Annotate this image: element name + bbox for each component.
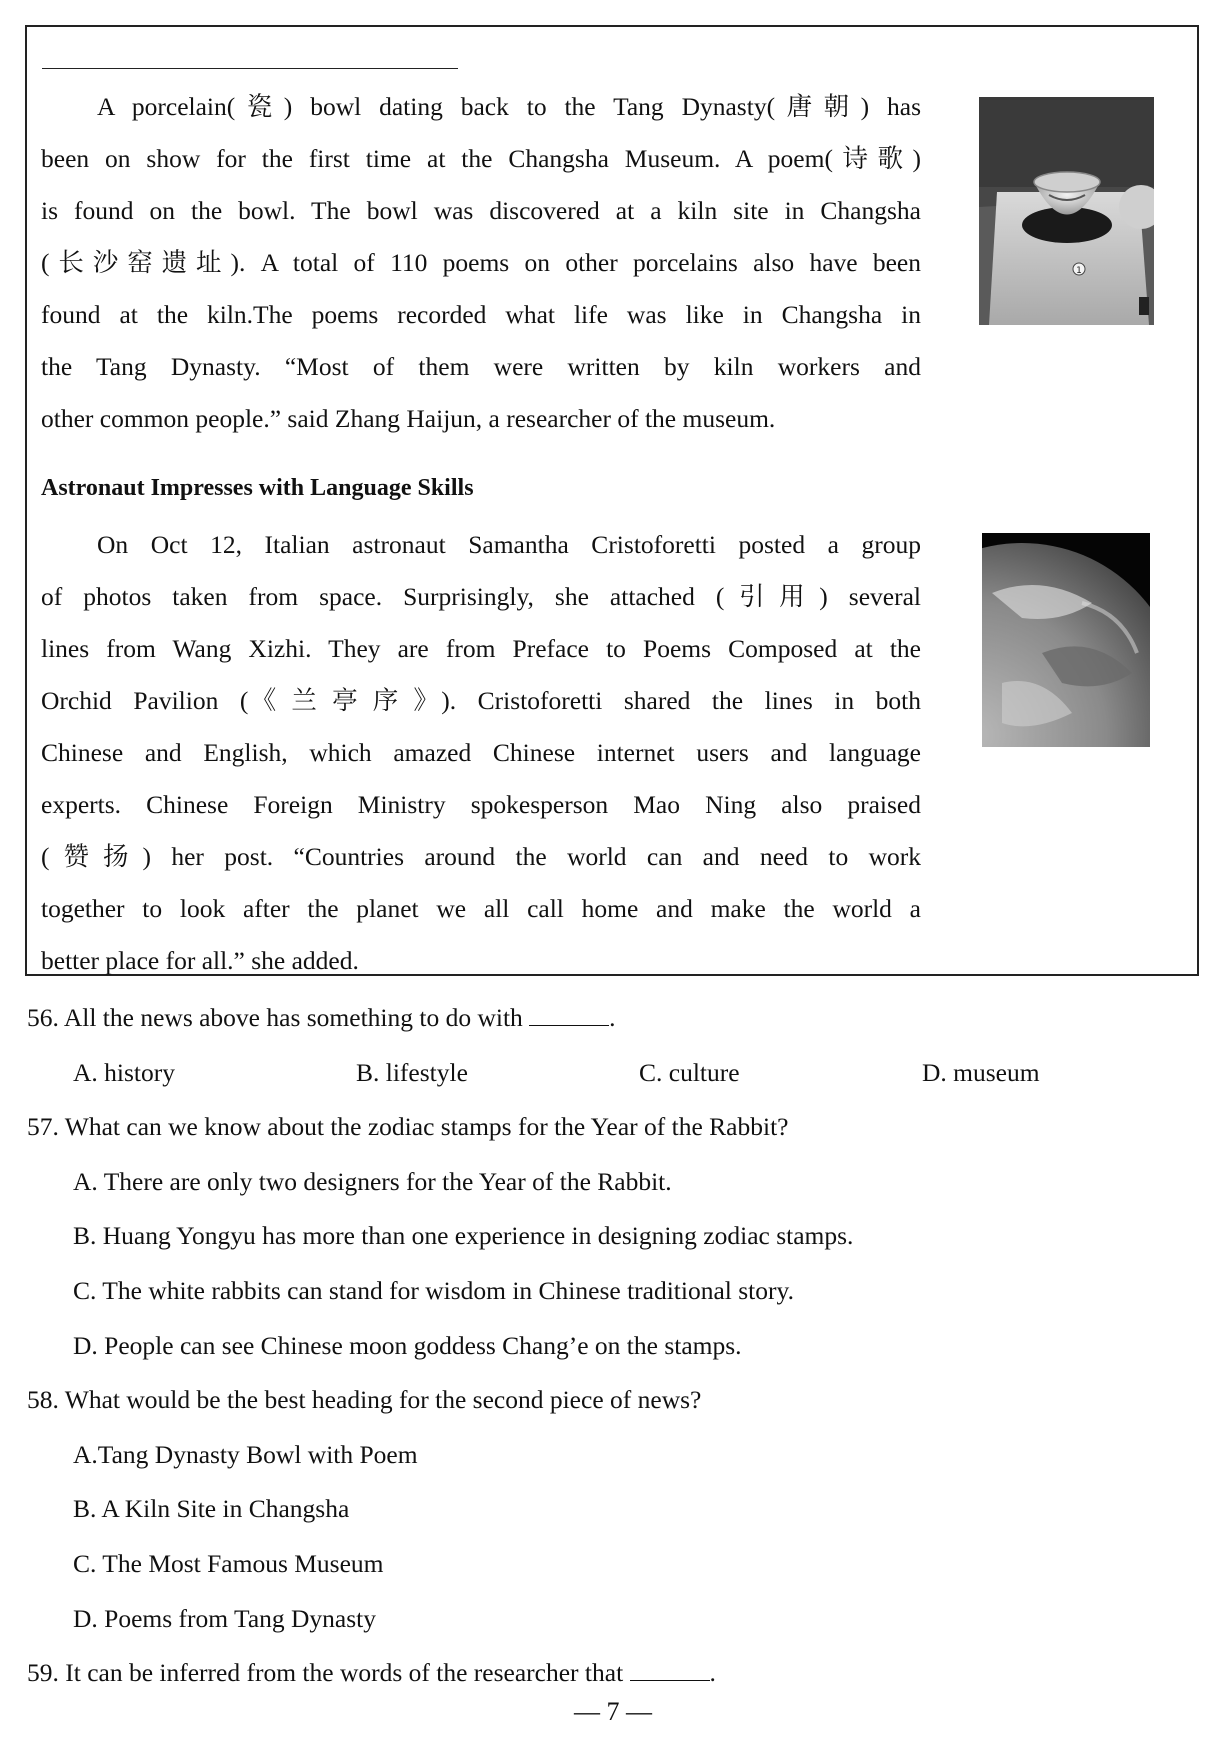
q58-option-c: C. The Most Famous Museum <box>73 1549 384 1578</box>
bowl-photo <box>979 97 1154 325</box>
answer-blank <box>529 1005 609 1026</box>
passage-2-heading: Astronaut Impresses with Language Skills <box>41 475 474 501</box>
question-59-stem: 59. It can be inferred from the words of the researcher that <box>27 1658 624 1687</box>
q57-option-b: B. Huang Yongyu has more than one experience in designing zodiac stamps. <box>73 1221 854 1250</box>
passage-2-line: (赞扬) her post. “Countries around the world can and need to work <box>41 842 921 871</box>
question-56-stem: 56. All the news above has something to do with <box>27 1003 523 1032</box>
answer-blank <box>630 1660 710 1681</box>
passage-2-line: of photos taken from space. Surprisingly, she attached (引用) several <box>41 582 921 611</box>
question-59-stem-end: . <box>709 1658 716 1687</box>
passage-2-line: Chinese and English, which amazed Chinese internet users and language <box>41 738 921 767</box>
bowl-photo-badge: 1 <box>1076 266 1082 276</box>
passage-1-line: been on show for the first time at the Changsha Museum. A poem(诗歌) <box>41 144 921 173</box>
q57-option-d: D. People can see Chinese moon goddess Chang’e on the stamps. <box>73 1331 742 1360</box>
q57-option-c: C. The white rabbits can stand for wisdom in Chinese traditional story. <box>73 1276 794 1305</box>
passage-1-line: (长沙窑遗址). A total of 110 poems on other porcelains also have been <box>41 248 921 277</box>
top-rule <box>42 68 458 69</box>
q58-option-d: D. Poems from Tang Dynasty <box>73 1604 377 1633</box>
q58-option-b: B. A Kiln Site in Changsha <box>73 1494 350 1523</box>
q56-option-a: A. history <box>73 1058 175 1087</box>
bowl-photo-drawing <box>979 97 1154 325</box>
question-59 <box>27 1657 716 1689</box>
earth-photo-drawing <box>982 533 1150 747</box>
passage-2-line: together to look after the planet we all call home and make the world a <box>41 894 921 923</box>
earth-photo <box>982 533 1150 747</box>
passage-1 <box>41 81 921 445</box>
q56-option-b: B. lifestyle <box>356 1058 468 1087</box>
passage-1-line: the Tang Dynasty. “Most of them were written by kiln workers and <box>41 352 921 381</box>
question-56 <box>27 1002 616 1034</box>
passage-2-line: better place for all.” she added. <box>41 946 359 975</box>
q58-option-a: A.Tang Dynasty Bowl with Poem <box>73 1440 418 1469</box>
passage-2-line: lines from Wang Xizhi. They are from Preface to Poems Composed at the <box>41 634 921 663</box>
passage-2-line: Orchid Pavilion (《兰亭序》). Cristoforetti shared the lines in both <box>41 686 921 715</box>
q56-option-c: C. culture <box>639 1058 740 1087</box>
q56-option-d: D. museum <box>922 1058 1040 1087</box>
question-58: 58. What would be the best heading for the second piece of news? <box>27 1385 702 1414</box>
q57-option-a: A. There are only two designers for the Year of the Rabbit. <box>73 1167 672 1196</box>
passage-2-line: On Oct 12, Italian astronaut Samantha Cristoforetti posted a group <box>97 530 921 559</box>
passage-2 <box>41 519 921 987</box>
passage-1-line: A porcelain(瓷) bowl dating back to the Tang Dynasty(唐朝) has <box>97 92 921 121</box>
passage-1-line: other common people.” said Zhang Haijun, a researcher of the museum. <box>41 404 776 433</box>
passage-1-line: found at the kiln.The poems recorded what life was like in Changsha in <box>41 300 921 329</box>
passage-1-line: is found on the bowl. The bowl was discovered at a kiln site in Changsha <box>41 196 921 225</box>
page-number: — 7 — <box>574 1697 652 1726</box>
passage-2-line: experts. Chinese Foreign Ministry spokesperson Mao Ning also praised <box>41 790 921 819</box>
question-57: 57. What can we know about the zodiac stamps for the Year of the Rabbit? <box>27 1112 789 1141</box>
question-56-stem-end: . <box>609 1003 616 1032</box>
